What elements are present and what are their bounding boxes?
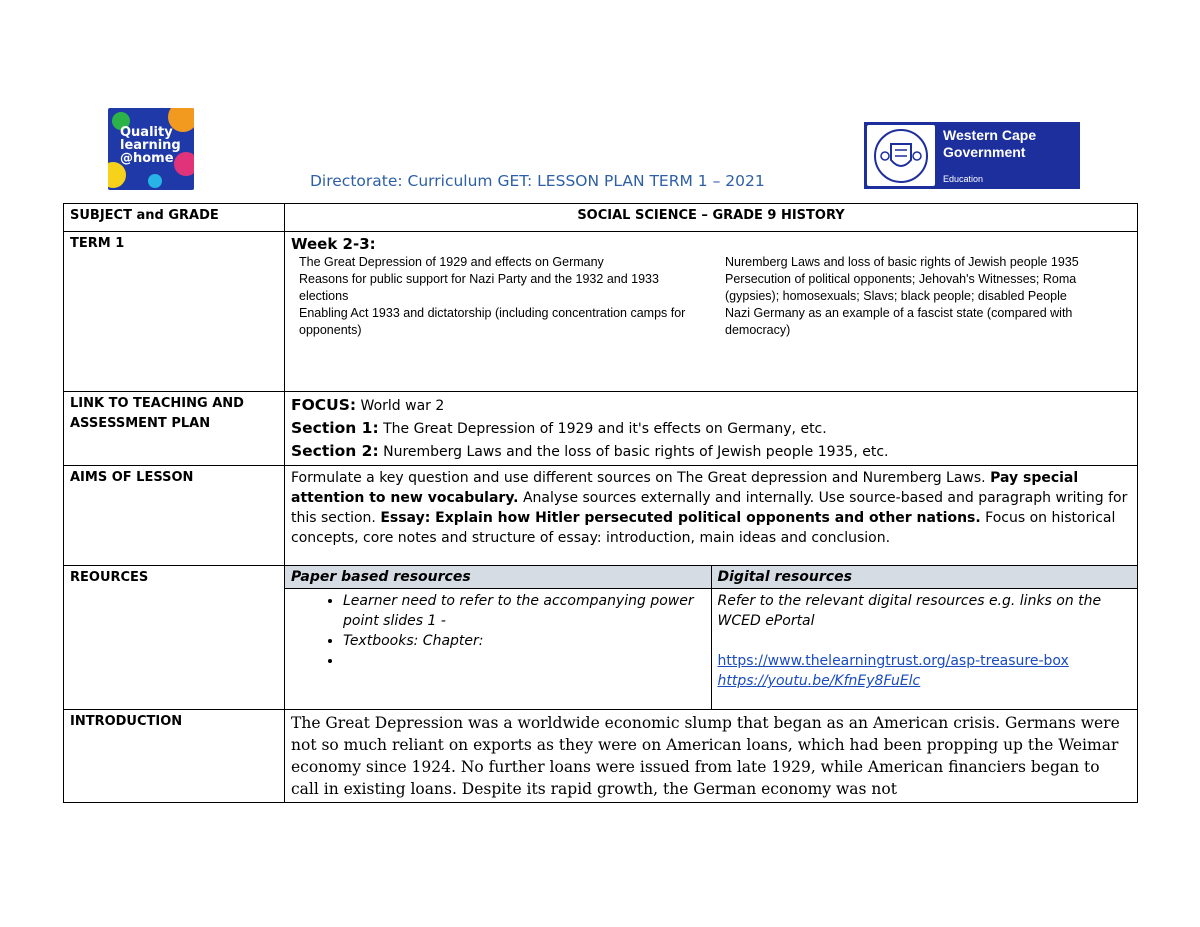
logo-text: [120, 126, 181, 165]
youtube-link[interactable]: https://youtu.be/KfnEy8FuElc: [717, 673, 921, 689]
topics-columns: [291, 254, 1131, 339]
focus-value: World war 2: [356, 398, 445, 414]
term-label: TERM 1: [64, 232, 285, 392]
logo-line-1: Quality: [120, 125, 173, 140]
link-plan-label: LINK TO TEACHING AND ASSESSMENT PLAN: [64, 392, 285, 466]
subject-grade-value: SOCIAL SCIENCE – GRADE 9 HISTORY: [285, 204, 1138, 232]
logo-dot-cyan: [148, 174, 162, 188]
western-cape-government-logo: [864, 122, 1080, 189]
section2-line: [291, 440, 1131, 463]
topic-item: Reasons for public support for Nazi Party and the 1932 and 1933 elections: [299, 272, 659, 303]
section1-label: Section 1:: [291, 419, 379, 437]
focus-label: FOCUS:: [291, 396, 357, 414]
topic-item: Nuremberg Laws and loss of basic rights of Jewish people 1935: [725, 255, 1079, 269]
topic-item: The Great Depression of 1929 and effects on Germany: [299, 255, 604, 269]
page-title: Directorate: Curriculum GET: LESSON PLAN TERM 1 – 2021: [310, 172, 765, 190]
aims-content: [285, 466, 1138, 566]
week-heading: Week 2-3:: [291, 235, 376, 253]
paper-resources-header: Paper based resources: [285, 566, 711, 589]
digital-resources-cell: [711, 589, 1137, 710]
logo-line-2: learning: [120, 138, 181, 153]
section1-line: [291, 417, 1131, 440]
focus-line: [291, 394, 1131, 417]
topics-left: [299, 254, 705, 339]
term-content: [285, 232, 1138, 392]
digital-resources-header: Digital resources: [711, 566, 1137, 589]
wcg-line-2: Government: [943, 144, 1026, 160]
topic-item: Nazi Germany as an example of a fascist state (compared with democracy): [725, 306, 1073, 337]
section2-label: Section 2:: [291, 442, 379, 460]
introduction-label: INTRODUCTION: [64, 710, 285, 803]
paper-resource-item: [343, 651, 705, 671]
link-plan-content: [285, 392, 1138, 466]
row-aims: [64, 466, 1138, 566]
aims-text-2: Analyse sources externally and internally. Use source-based and paragraph writing for this section.: [291, 490, 1128, 526]
logo-line-3: @home: [120, 151, 174, 166]
paper-resource-item: • Textbooks: Chapter:: [343, 631, 705, 651]
digital-resources-text: Refer to the relevant digital resources e.g. links on the WCED ePortal: [717, 593, 1102, 629]
row-link-plan: [64, 392, 1138, 466]
paper-resources-list: [285, 589, 711, 710]
aims-bold-2: Essay: Explain how Hitler persecuted political opponents and other nations.: [380, 510, 981, 526]
resources-header-row: [285, 566, 1137, 589]
resources-label: REOURCES: [64, 566, 285, 710]
topic-item: Persecution of political opponents; Jehovah's Witnesses; Roma (gypsies); homosexuals; Slavs; black people; disabled People: [725, 272, 1077, 303]
row-introduction: [64, 710, 1138, 803]
topic-item: Enabling Act 1933 and dictatorship (including concentration camps for opponents): [299, 306, 686, 337]
introduction-text: The Great Depression was a worldwide economic slump that began as an American crisis. Germans were not so much reliant on exports as they were on American loans, which had been propping up the Weimar economy since 1924. No further loans were issued from late 1929, while American financiers began to call in existing loans. Despite its rapid growth, the German economy was not: [285, 710, 1138, 803]
section1-value: The Great Depression of 1929 and it's effects on Germany, etc.: [378, 421, 827, 437]
resources-body-row: [285, 589, 1137, 710]
wcg-wordmark: [935, 122, 1036, 189]
learning-trust-link[interactable]: https://www.thelearningtrust.org/asp-treasure-box: [717, 653, 1069, 669]
section2-value: Nuremberg Laws and the loss of basic rights of Jewish people 1935, etc.: [378, 444, 889, 460]
crest-icon: [867, 125, 935, 186]
aims-label: AIMS OF LESSON: [64, 466, 285, 566]
row-term: [64, 232, 1138, 392]
aims-text-1: Formulate a key question and use different sources on The Great depression and Nuremberg Laws.: [291, 470, 991, 486]
paper-resource-item: • Learner need to refer to the accompanying power point slides 1 -: [343, 591, 705, 631]
quality-learning-logo: [108, 108, 194, 190]
aims-text-3: Focus on historical concepts, core notes and structure of essay: introduction, main ideas and conclusion.: [291, 510, 1116, 546]
resources-content: [285, 566, 1138, 710]
aims-bold-1: Pay special attention to new vocabulary.: [291, 470, 1079, 506]
resources-table: [285, 566, 1137, 709]
wcg-line-1: Western Cape: [943, 127, 1037, 143]
wcg-line-3: Education: [943, 174, 984, 184]
row-resources: [64, 566, 1138, 710]
topics-right: [725, 254, 1131, 339]
row-subject-grade: [64, 204, 1138, 232]
lesson-plan-table: [63, 203, 1138, 803]
subject-grade-label: SUBJECT and GRADE: [64, 204, 285, 232]
